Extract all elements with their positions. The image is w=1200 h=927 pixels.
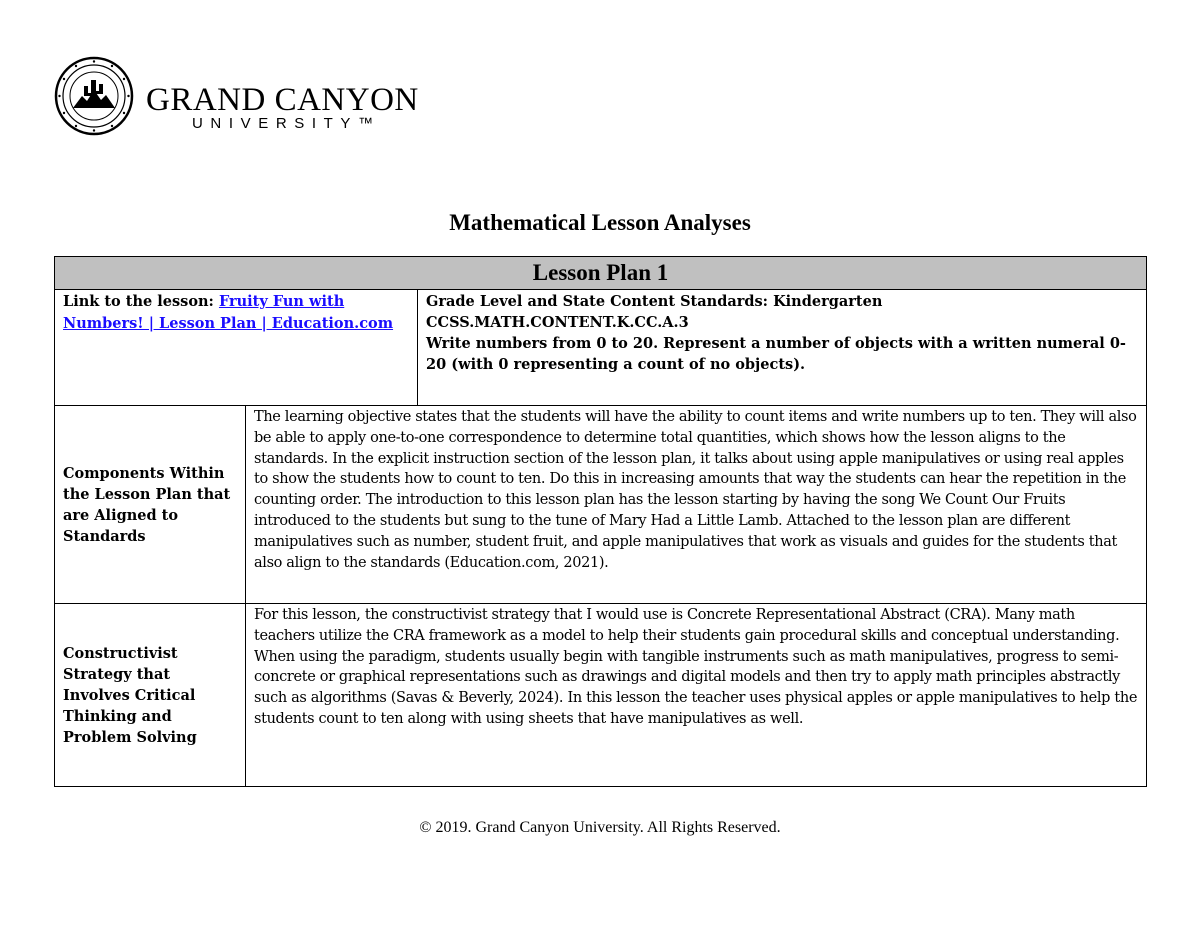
- standards-grade: Grade Level and State Content Standards: Kindergarten: [426, 293, 883, 310]
- row-text-cell: [246, 406, 1147, 604]
- link-cell: [55, 290, 418, 406]
- lesson-link[interactable]: Fruity Fun with Numbers! | Lesson Plan | Education.com: [63, 293, 394, 332]
- standards-code: CCSS.MATH.CONTENT.K.CC.A.3: [426, 314, 689, 331]
- link-label: Link to the lesson:: [63, 293, 219, 310]
- row-text-cell: [246, 604, 1147, 787]
- brand-subtitle: UNIVERSITY™: [192, 115, 381, 132]
- university-seal-icon: [54, 56, 134, 136]
- row-label: Constructivist Strategy that Involves Critical Thinking and Problem Solving: [63, 645, 197, 746]
- page-title: Mathematical Lesson Analyses: [449, 210, 751, 235]
- brand-name: GRAND CANYON: [146, 82, 419, 118]
- row-text: The learning objective states that the students will have the ability to count items and write numbers up to ten. They will also be able to apply one-to-one correspondence to determine total quantities, which shows how the lesson aligns to the standards. In the explicit instruction section of the lesson plan, it talks about using apple manipulatives or using real apples to show the students how to count to ten. Do this in increasing amounts that way the students can hear the repetition in the counting order. The introduction to this lesson plan has the lesson starting by having the song We Count Our Fruits introduced to the students but sung to the tune of Mary Had a Little Lamb. Attached to the lesson plan are different manipulatives such as number, student fruit, and apple manipulatives that work as visuals and guides for the students that also align to the standards (Education.com, 2021).: [254, 409, 1137, 571]
- table-header: Lesson Plan 1: [55, 257, 1147, 290]
- copyright-footer: © 2019. Grand Canyon University. All Rights Reserved.: [419, 819, 781, 836]
- standards-cell: [418, 290, 1147, 406]
- table-row: [55, 406, 1147, 604]
- row-label: Components Within the Lesson Plan that are Aligned to Standards: [63, 465, 231, 545]
- standards-description: Write numbers from 0 to 20. Represent a number of objects with a written numeral 0-20 (with 0 representing a count of no objects).: [426, 335, 1126, 373]
- university-logo: [54, 56, 424, 136]
- row-label-cell: [55, 604, 246, 787]
- row-label-cell: [55, 406, 246, 604]
- table-row: [55, 604, 1147, 787]
- table-row: [55, 290, 1147, 406]
- lesson-plan-table: [54, 256, 1147, 787]
- row-text: For this lesson, the constructivist strategy that I would use is Concrete Representational Abstract (CRA). Many math teachers utilize the CRA framework as a model to help their students gain procedural skills and conceptual understanding. When using the paradigm, students usually begin with tangible instruments such as math manipulatives, progress to semi-concrete or graphical representations such as drawings and digital models and then try to apply math principles abstractly such as algorithms (Savas & Beverly, 2024). In this lesson the teacher uses physical apples or apple manipulatives to help the students count to ten along with using sheets that have manipulatives as well.: [254, 607, 1138, 727]
